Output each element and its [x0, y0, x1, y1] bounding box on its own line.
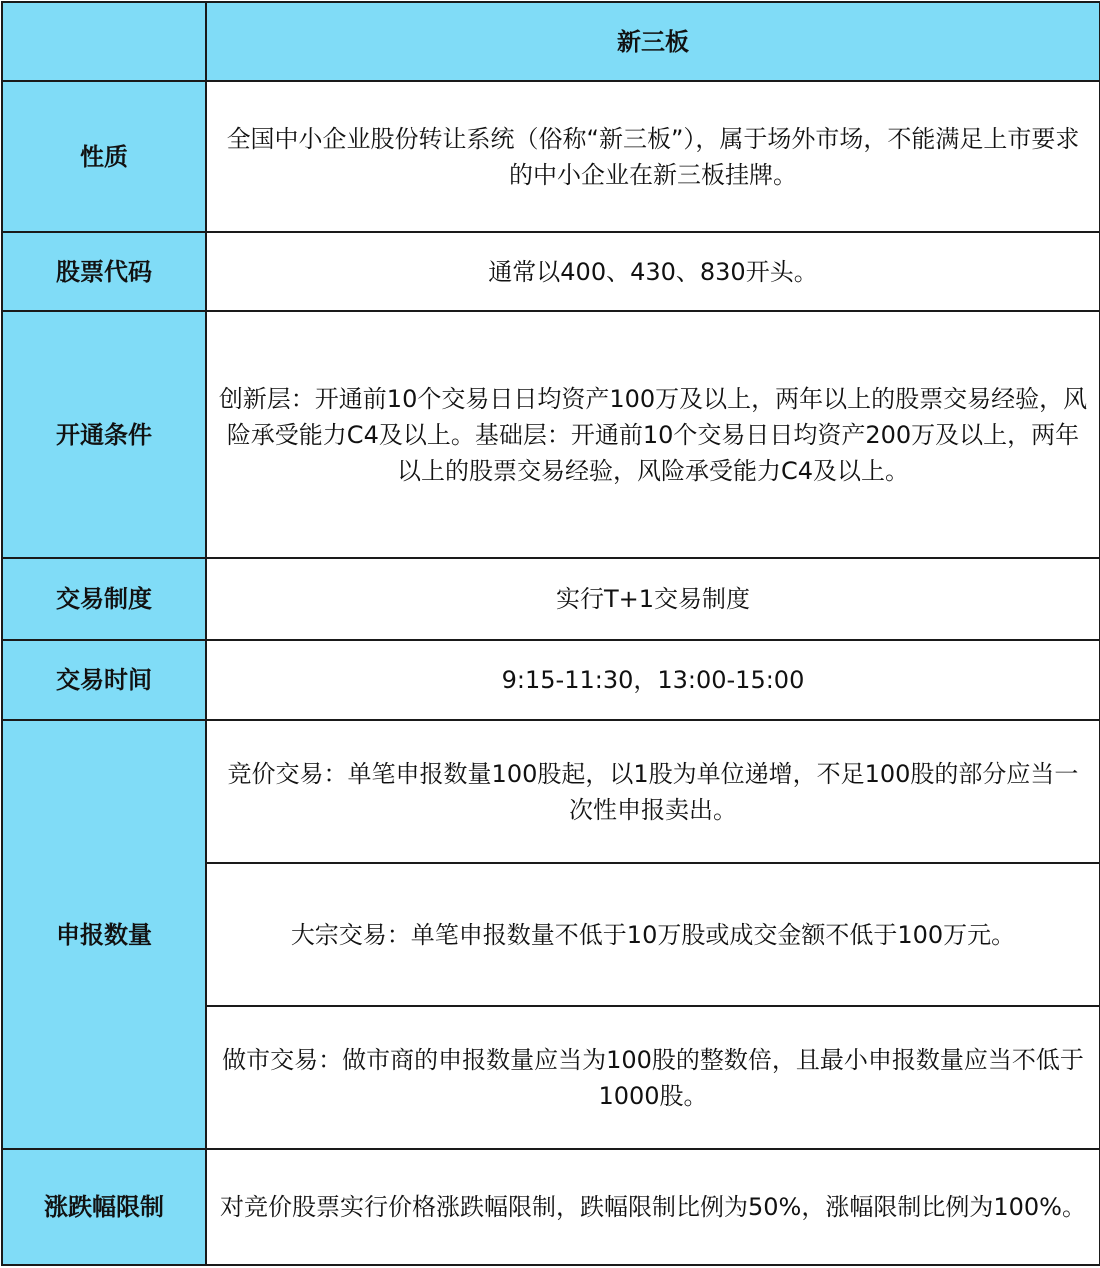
table-row — [2, 311, 1100, 558]
row-value-trading-system: 实行T+1交易制度 — [206, 558, 1100, 640]
row-value-block-trading: 大宗交易：单笔申报数量不低于10万股或成交金额不低于100万元。 — [206, 863, 1100, 1006]
table-header-row — [2, 2, 1100, 81]
table-title: 新三板 — [206, 2, 1100, 81]
table-row — [2, 640, 1100, 720]
row-value-stock-code: 通常以400、430、830开头。 — [206, 232, 1100, 311]
header-corner-cell — [2, 2, 206, 81]
row-label-opening-conditions: 开通条件 — [2, 311, 206, 558]
table-row — [2, 232, 1100, 311]
row-value-nature: 全国中小企业股份转让系统（俗称“新三板”），属于场外市场，不能满足上市要求的中小企业在新三板挂牌。 — [206, 81, 1100, 232]
row-label-trading-hours: 交易时间 — [2, 640, 206, 720]
row-value-market-making: 做市交易：做市商的申报数量应当为100股的整数倍，且最小申报数量应当不低于1000股。 — [206, 1006, 1100, 1149]
table-row — [2, 558, 1100, 640]
new-third-board-table — [1, 1, 1100, 1266]
row-label-price-limit: 涨跌幅限制 — [2, 1149, 206, 1265]
row-value-price-limit: 对竞价股票实行价格涨跌幅限制，跌幅限制比例为50%，涨幅限制比例为100%。 — [206, 1149, 1100, 1265]
table-row — [2, 1149, 1100, 1265]
row-label-stock-code: 股票代码 — [2, 232, 206, 311]
row-label-nature: 性质 — [2, 81, 206, 232]
row-value-trading-hours: 9:15-11:30，13:00-15:00 — [206, 640, 1100, 720]
row-value-opening-conditions: 创新层：开通前10个交易日日均资产100万及以上，两年以上的股票交易经验，风险承受能力C4及以上。基础层：开通前10个交易日日均资产200万及以上，两年以上的股票交易经验，风险承受能力C4及以上。 — [206, 311, 1100, 558]
row-value-auction-trading: 竞价交易：单笔申报数量100股起，以1股为单位递增，不足100股的部分应当一次性申报卖出。 — [206, 720, 1100, 863]
table-row — [2, 720, 1100, 863]
row-label-trading-system: 交易制度 — [2, 558, 206, 640]
table-row — [2, 81, 1100, 232]
row-label-declaration-quantity: 申报数量 — [2, 720, 206, 1149]
